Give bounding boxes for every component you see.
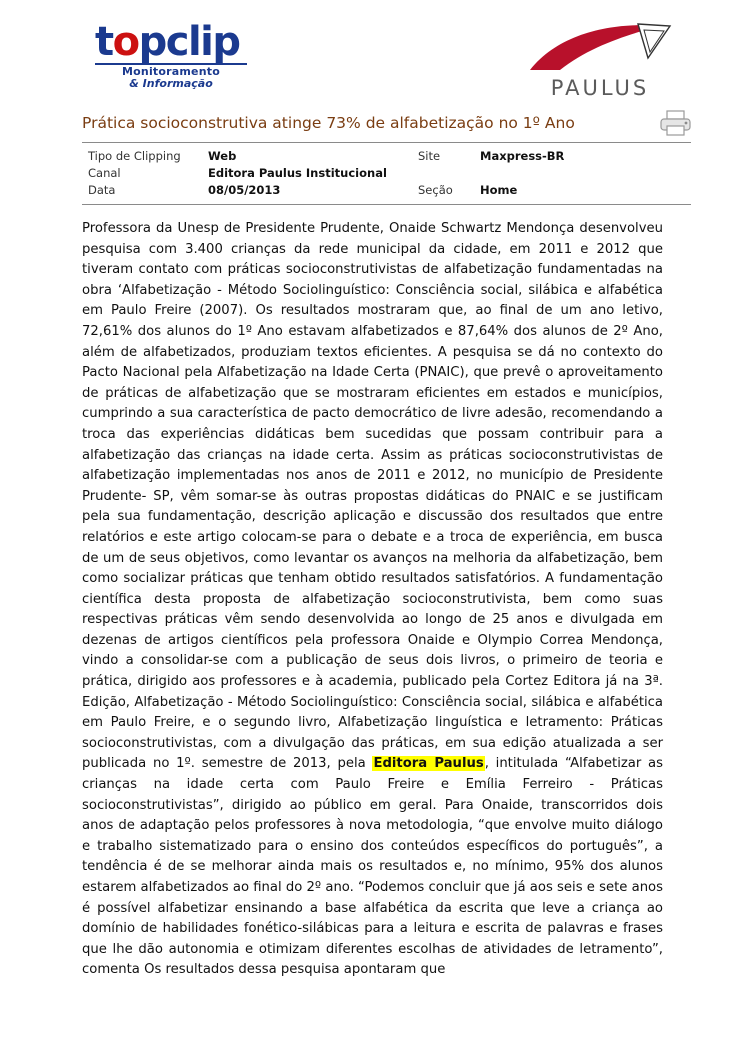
logo-tagline-1: Monitoramento [95,63,247,78]
highlighted-text: Editora Paulus [373,756,484,772]
table-row [82,148,691,165]
paulus-logo [515,22,685,100]
meta-value: Web [208,149,237,163]
meta-value: Editora Paulus Institucional [208,166,387,180]
meta-value: 08/05/2013 [208,183,281,197]
meta-label: Canal [88,166,121,180]
paulus-swoosh-icon [515,22,685,74]
article-text-part-1: Professora da Unesp de Presidente Prudente, Onaide Schwartz Mendonça desenvolveu pesquisa com 3.400 crianças da rede municipal da cidade, em 2011 e 2012 que tiveram contato com práticas socioconstrutivistas de alfabetização fundamentadas na obra ‘Alfabetização - Método Sociolinguístico: Consciência social, silábica e alfabética em Paulo Freire (2007). Os resultados mostraram que, ao final de um ano letivo, 72,61% dos alunos do 1º Ano estavam alfabetizados e 87,64% dos alunos de 2º Ano, além de alfabetizados, produziam textos eficientes. A pesquisa se dá no contexto do Pacto Nacional pela Alfabetização na Idade Certa (PNAIC), que prevê o aproveitamento de práticas de alfabetização que se mostraram eficientes em estados e municípios, cumprindo a sua característica de pacto democrático de livre adesão, recomendando a troca das experiências didáticas bem sucedidas que possam contribuir para a alfabetização das crianças na idade certa. Assim as práticas socioconstrutivistas de alfabetização implementadas nos anos de 2011 e 2012, no município de Presidente Prudente- SP, vêm somar-se às outras propostas didáticas do PNAIC e se justificam pela sua fundamentação, descrição aplicação e discussão dos resultados que entre relatórios e este artigo colocam-se para o debate e a troca de experiência, em busca de um de seus objetivos, como levantar os avanços na melhoria da alfabetização, bem como socializar práticas que tenham obtido resultados satisfatórios. A fundamentação científica desta proposta de alfabetização socioconstrutivista, bem como suas respectivas práticas vêm sendo desenvolvida ao longo de 25 anos e divulgada em dezenas de artigos científicos pela professora Onaide e Olympio Correa Mendonça, vindo a consolidar-se com a publicação de seus dois livros, o primeiro de teoria e prática, dirigido aos professores e à academia, publicado pela Cortez Editora já na 3ª. Edição, Alfabetização - Método Sociolinguístico: Consciência social, silábica e alfabética em Paulo Freire, e o segundo livro, Alfabetização linguística e letramento: Práticas socioconstrutivistas, com a divulgação das práticas, em sua edição atualizada a ser publicada no 1º. semestre de 2013, pela [82,221,663,772]
table-row [82,182,691,199]
topclip-logo [95,19,295,90]
article-text-part-2: , intitulada “Alfabetizar as crianças na idade certa com Paulo Freire e Emília Ferreiro - Práticas socioconstrutivistas”, dirigido ao público em geral. Para Onaide, transcorridos dois anos de adaptação pelos professores à nova metodologia, “que envolve muito diálogo e trabalho sistematizado para o ensino dos conteúdos específicos do português”, a tendência é de se melhorar ainda mais os resultados e, no mínimo, 95% dos alunos estarem alfabetizados ao final do 2º ano. “Podemos concluir que já aos seis e sete anos é possível alfabetizar ensinando a base alfabética da escrita que leve a criança ao domínio de habilidades fonético-silábicas para a leitura e escrita de palavras e frases que lhe dão autonomia e otimizam diferentes escolhas de atividades de letramento”, comenta Os resultados dessa pesquisa apontaram que [82,756,663,978]
logo-text-top: t [95,19,113,65]
page-header [40,0,705,100]
clipping-meta-table [82,142,691,205]
printer-icon[interactable] [659,110,693,136]
article-body [82,219,663,981]
title-row [82,110,705,136]
logo-o-icon: o [112,19,139,65]
meta-label-secondary: Seção [418,183,453,197]
meta-value-secondary: Home [480,183,518,197]
meta-label-secondary: Site [418,149,441,163]
meta-label: Data [88,183,116,197]
meta-label: Tipo de Clipping [88,149,181,163]
page-title: Prática socioconstrutiva atinge 73% de alfabetização no 1º Ano [82,114,575,132]
paulus-brand-text: PAULUS [550,76,650,100]
table-row [82,165,691,182]
meta-label-secondary [418,165,480,182]
logo-tagline-2: & Informação [129,77,213,90]
meta-value-secondary: Maxpress-BR [480,149,565,163]
logo-text-clip: pclip [138,19,240,65]
